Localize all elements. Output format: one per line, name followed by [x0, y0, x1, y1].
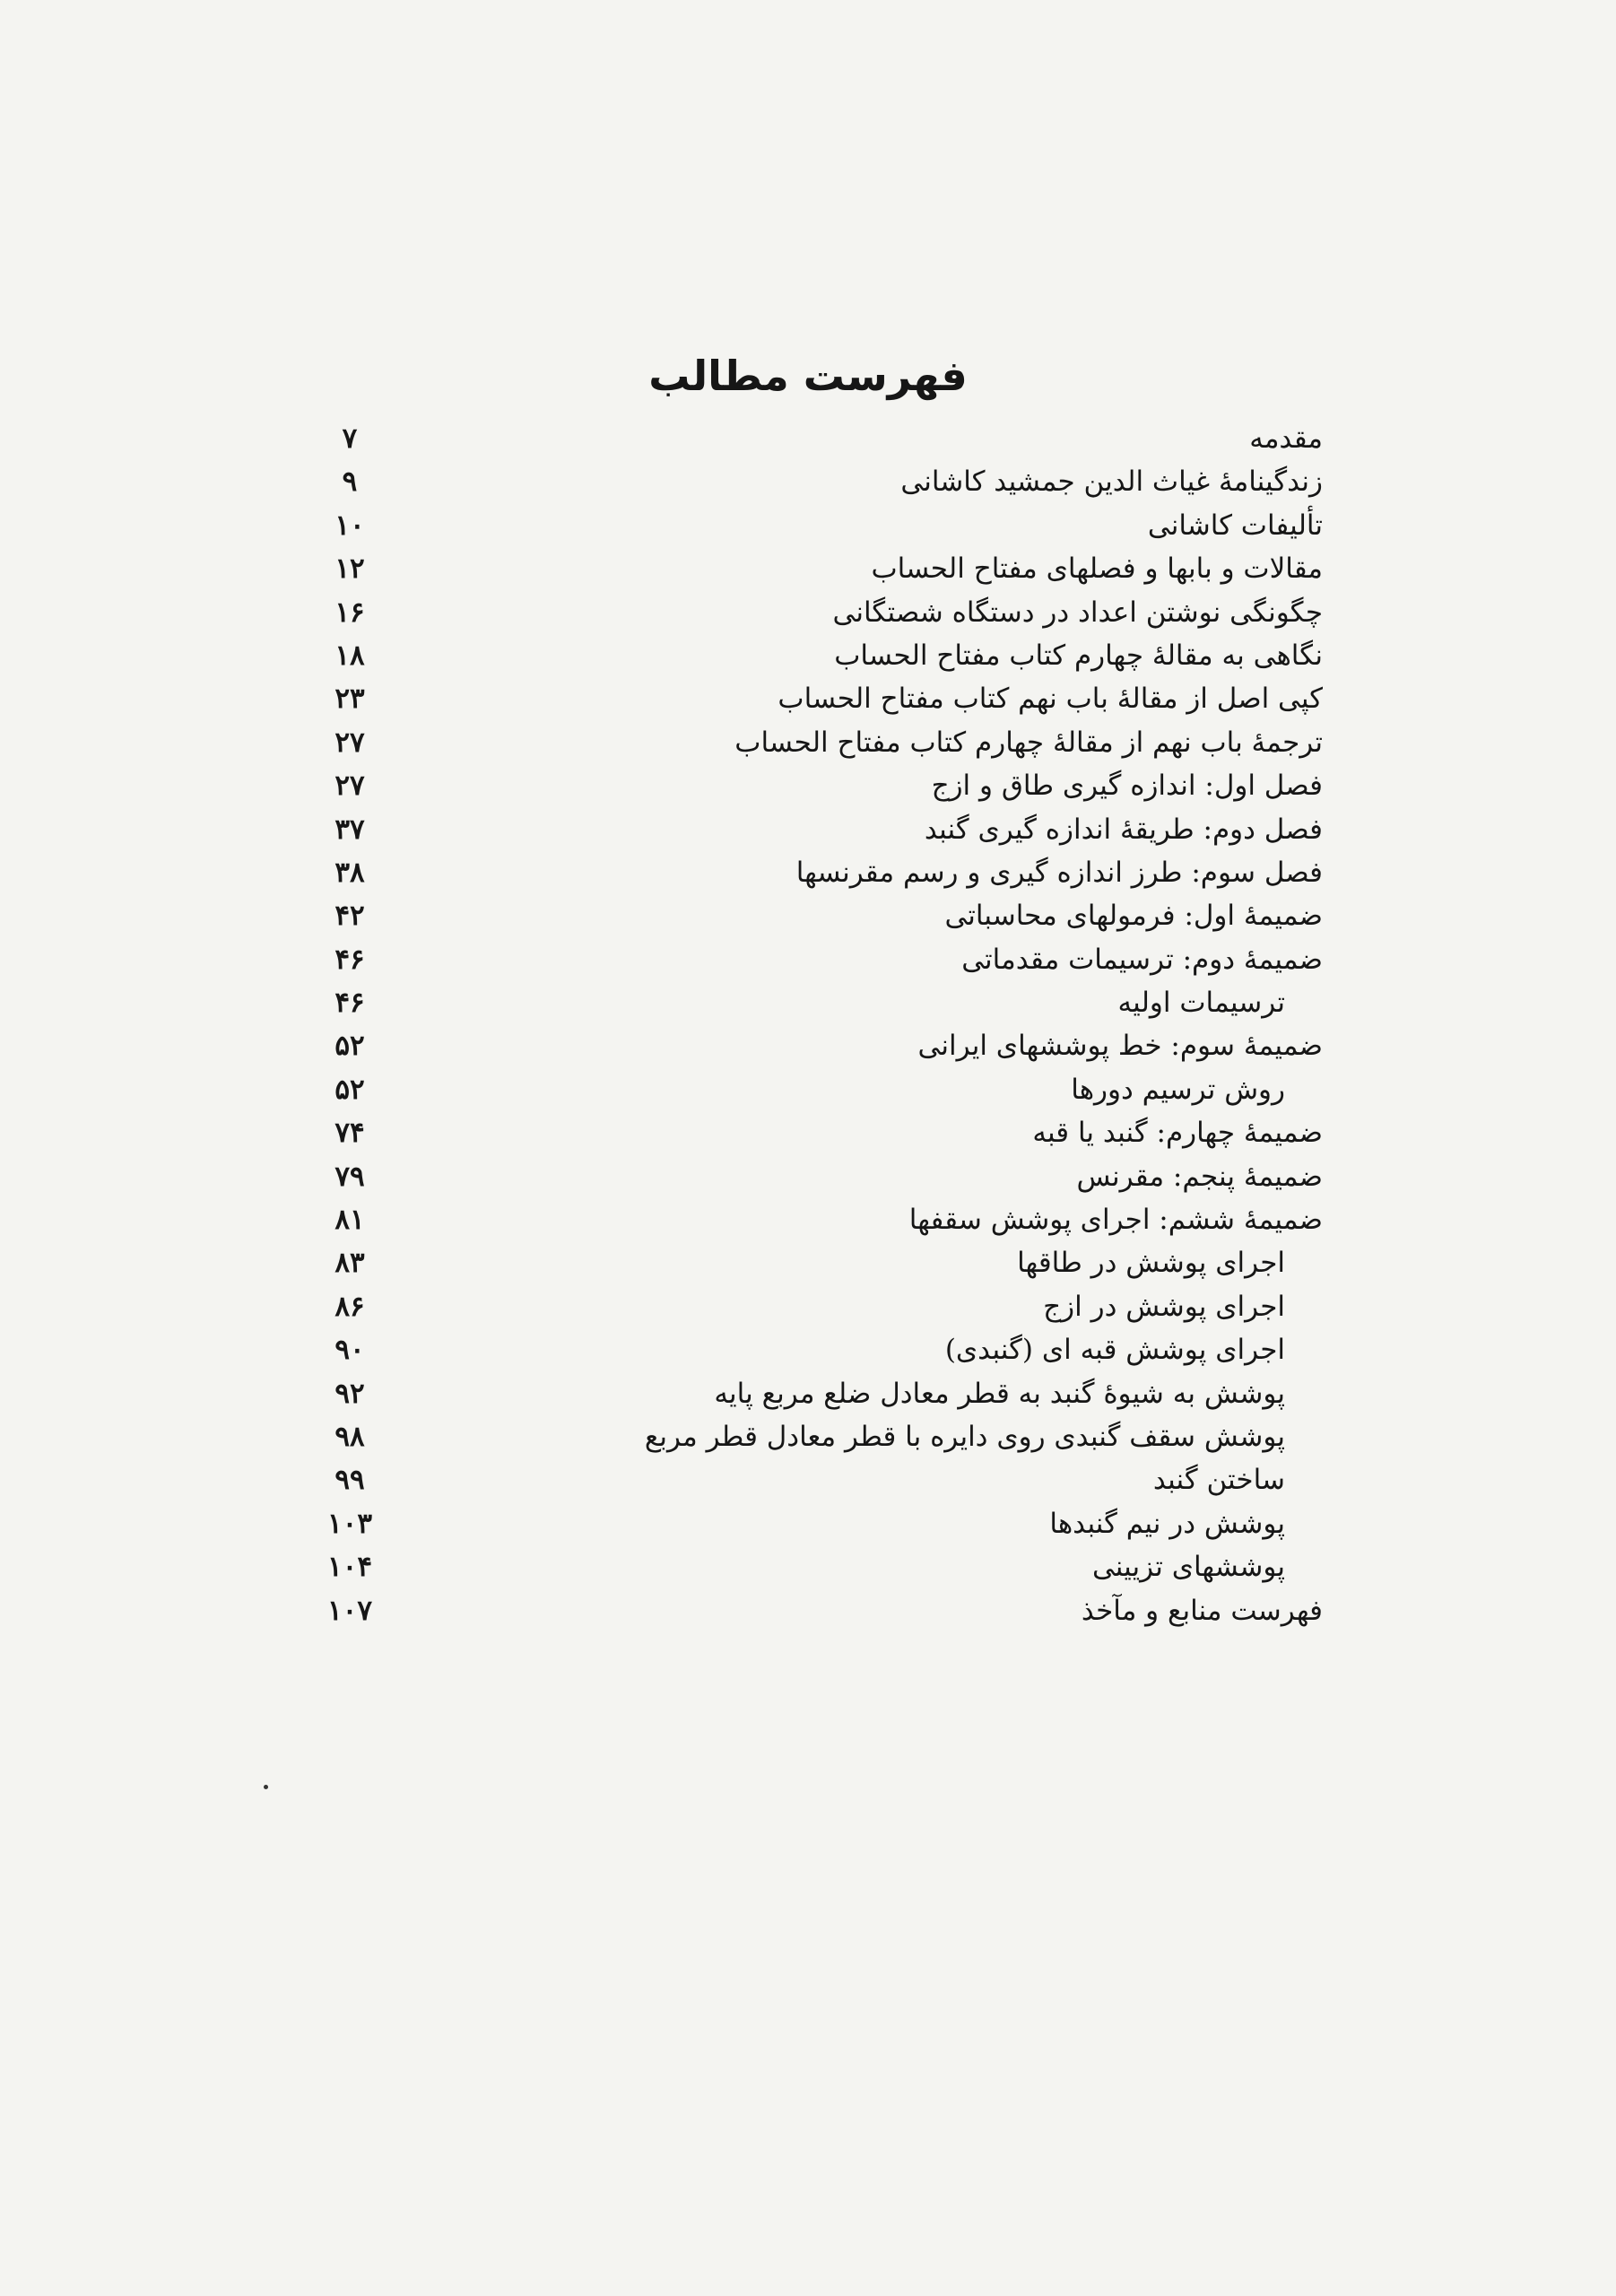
- toc-entry-title: فصل دوم: طریقهٔ اندازه گیری گنبد: [924, 813, 1323, 846]
- toc-entry-page-number: ۴۶: [334, 943, 365, 976]
- toc-entry: [305, 1458, 1323, 1501]
- toc-entry: [305, 677, 1323, 720]
- toc-entry-page-number: ۳۷: [334, 813, 365, 846]
- toc-entry-page-number: ۱۰: [334, 509, 365, 542]
- toc-entry-title: اجرای پوشش قبه ای (گنبدی): [944, 1334, 1285, 1367]
- toc-entry-page-number: ۱۶: [334, 596, 365, 629]
- toc-entry: [305, 547, 1323, 590]
- toc-entry-title: تألیفات کاشانی: [1147, 509, 1323, 542]
- toc-entry-page-number: ۸۶: [334, 1290, 365, 1323]
- toc-entry-page-number: ۸۳: [334, 1247, 365, 1280]
- toc-entry-page-number: ۱۰۷: [327, 1594, 372, 1627]
- toc-entry-page-number: ۱۸: [334, 639, 365, 672]
- toc-entry-title: اجرای پوشش در ازج: [1043, 1290, 1285, 1323]
- toc-entry-page-number: ۲۷: [334, 770, 365, 803]
- toc-entry-title: مقالات و بابها و فصلهای مفتاح الحساب: [871, 552, 1323, 586]
- toc-entry-page-number: ۱۰۳: [327, 1507, 372, 1540]
- stray-dot: [264, 1785, 268, 1789]
- table-of-contents: [305, 417, 1323, 1632]
- toc-entry: [305, 1328, 1323, 1371]
- toc-entry: [305, 1198, 1323, 1241]
- toc-entry-title: ضمیمهٔ دوم: ترسیمات مقدماتی: [961, 943, 1323, 976]
- toc-entry-title: پوشش سقف گنبدی روی دایره با قطر معادل قطر مربع: [644, 1420, 1285, 1453]
- toc-entry-page-number: ۹۲: [334, 1377, 365, 1410]
- toc-entry-title: روش ترسیم دورها: [1071, 1073, 1285, 1106]
- toc-entry-title: چگونگی نوشتن اعداد در دستگاه شصتگانی: [832, 596, 1323, 629]
- toc-entry-page-number: ۴۲: [334, 900, 365, 933]
- toc-entry: [305, 721, 1323, 764]
- toc-entry-title: ترسیمات اولیه: [1117, 987, 1285, 1020]
- toc-entry-title: کپی اصل از مقالهٔ باب نهم کتاب مفتاح الحساب: [778, 683, 1323, 716]
- toc-entry-title: اجرای پوشش در طاقها: [1017, 1247, 1285, 1280]
- toc-entry: [305, 591, 1323, 634]
- toc-entry-page-number: ۵۲: [334, 1073, 365, 1106]
- toc-entry: [305, 1068, 1323, 1111]
- toc-entry-title: پوششهای تزیینی: [1091, 1551, 1285, 1584]
- toc-entry: [305, 1589, 1323, 1632]
- toc-entry: [305, 764, 1323, 807]
- toc-entry-page-number: ۱۰۴: [327, 1551, 372, 1584]
- toc-entry-title: نگاهی به مقالهٔ چهارم کتاب مفتاح الحساب: [834, 639, 1323, 672]
- toc-entry: [305, 460, 1323, 503]
- toc-entry-page-number: ۲۷: [334, 726, 365, 759]
- toc-entry: [305, 634, 1323, 677]
- toc-entry-page-number: ۸۱: [334, 1204, 365, 1237]
- toc-entry-title: ضمیمهٔ اول: فرمولهای محاسباتی: [944, 900, 1323, 933]
- toc-entry: [305, 1502, 1323, 1545]
- toc-entry-title: ساختن گنبد: [1152, 1464, 1285, 1497]
- toc-entry-title: پوشش به شیوهٔ گنبد به قطر معادل ضلع مربع پایه: [714, 1377, 1285, 1410]
- toc-entry-page-number: ۷۹: [334, 1160, 365, 1193]
- toc-entry-title: ضمیمهٔ چهارم: گنبد یا قبه: [1032, 1117, 1323, 1150]
- toc-entry-title: مقدمه: [1249, 422, 1323, 455]
- toc-entry: [305, 1285, 1323, 1328]
- toc-entry: [305, 1415, 1323, 1458]
- toc-entry-page-number: ۷: [342, 422, 358, 455]
- toc-entry-page-number: ۹۰: [334, 1334, 365, 1367]
- toc-entry-page-number: ۹: [342, 465, 358, 499]
- toc-entry: [305, 417, 1323, 460]
- toc-entry-page-number: ۹۹: [334, 1464, 365, 1497]
- toc-entry: [305, 504, 1323, 547]
- toc-entry: [305, 851, 1323, 894]
- page-title: فهرست مطالب: [648, 352, 968, 400]
- toc-entry-title: ترجمهٔ باب نهم از مقالهٔ چهارم کتاب مفتاح الحساب: [734, 726, 1323, 759]
- toc-entry-title: فهرست منابع و مآخذ: [1081, 1594, 1323, 1627]
- toc-entry: [305, 1372, 1323, 1415]
- toc-entry-page-number: ۷۴: [334, 1117, 365, 1150]
- toc-entry-title: فصل اول: اندازه گیری طاق و ازج: [931, 770, 1323, 803]
- toc-entry-title: فصل سوم: طرز اندازه گیری و رسم مقرنسها: [795, 856, 1323, 889]
- toc-entry: [305, 981, 1323, 1024]
- toc-entry-page-number: ۹۸: [334, 1420, 365, 1453]
- toc-entry: [305, 808, 1323, 851]
- toc-entry: [305, 894, 1323, 937]
- toc-entry-page-number: ۴۶: [334, 987, 365, 1020]
- toc-entry-title: زندگینامهٔ غیاث الدین جمشید کاشانی: [900, 465, 1323, 499]
- toc-entry-page-number: ۲۳: [334, 683, 365, 716]
- toc-entry: [305, 1155, 1323, 1198]
- toc-entry-page-number: ۵۲: [334, 1030, 365, 1063]
- toc-entry-page-number: ۱۲: [334, 552, 365, 586]
- toc-entry-page-number: ۳۸: [334, 856, 365, 889]
- toc-entry-title: ضمیمهٔ پنجم: مقرنس: [1076, 1160, 1323, 1193]
- toc-entry-title: ضمیمهٔ سوم: خط پوششهای ایرانی: [917, 1030, 1323, 1063]
- toc-entry: [305, 1111, 1323, 1154]
- toc-entry: [305, 1024, 1323, 1067]
- toc-entry: [305, 1545, 1323, 1588]
- toc-entry: [305, 938, 1323, 981]
- toc-entry-title: پوشش در نیم گنبدها: [1049, 1507, 1285, 1540]
- toc-entry: [305, 1241, 1323, 1284]
- toc-entry-title: ضمیمهٔ ششم: اجرای پوشش سقفها: [908, 1204, 1323, 1237]
